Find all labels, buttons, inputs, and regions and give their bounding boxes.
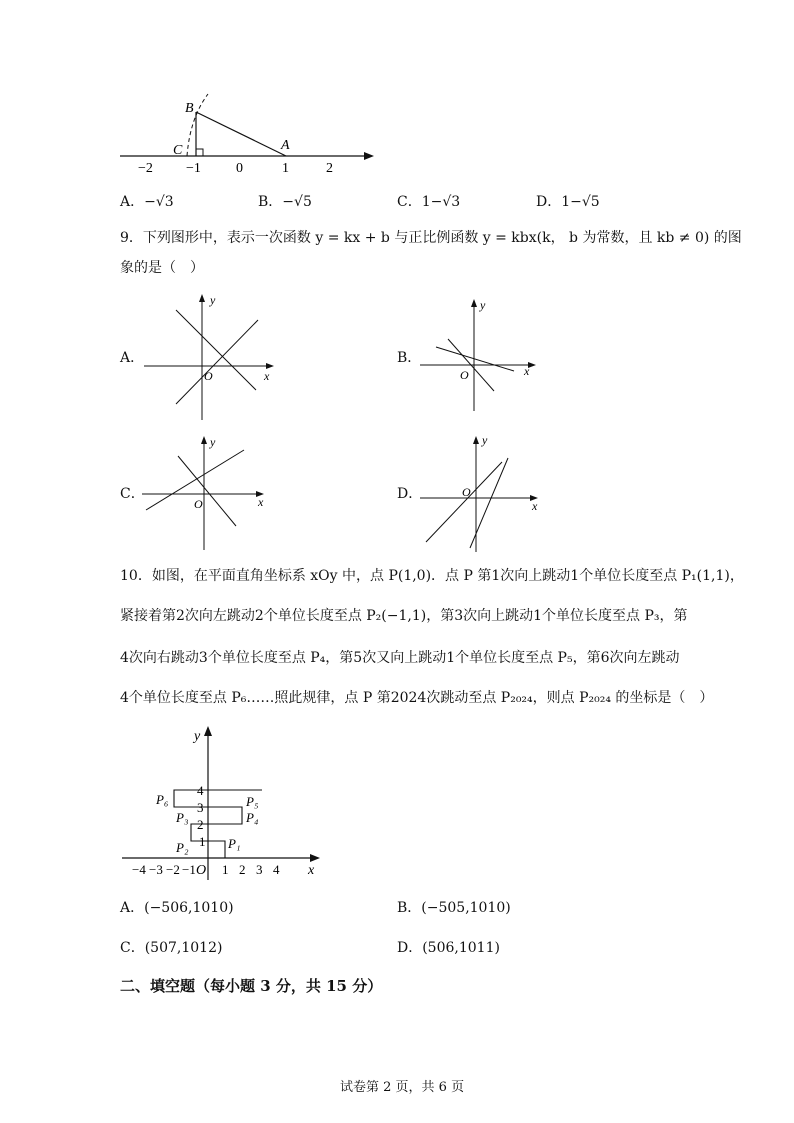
x-tick-label: 1 <box>222 862 229 877</box>
page-footer: 试卷第 2 页，共 6 页 <box>340 1080 465 1095</box>
tick-label: 2 <box>326 161 333 176</box>
axis-label-y: y <box>480 298 486 312</box>
origin-label: O <box>462 485 471 499</box>
axis-label-y: y <box>210 293 216 307</box>
q9-option-c-label[interactable]: C． <box>120 486 145 502</box>
x-tick-label: −2 <box>166 862 180 877</box>
point-label-p6: P₆ <box>156 792 169 807</box>
x-tick-label: −1 <box>182 862 196 877</box>
point-label-p5: P₅ <box>246 794 259 809</box>
axis-label-x: x <box>524 364 530 378</box>
axis-label-y: y <box>482 433 488 447</box>
origin-label: O <box>460 368 469 382</box>
point-label-p2: P₂ <box>176 840 189 855</box>
segment-ba <box>196 112 286 156</box>
x-tick-label: −3 <box>149 862 163 877</box>
q10-option-a[interactable]: A．(−506,1010) <box>120 900 234 916</box>
x-tick-label: −4 <box>132 862 146 877</box>
q8-option-d[interactable]: D．1−√5 <box>536 194 600 210</box>
axis-label-x: x <box>264 369 270 383</box>
y-tick-label: 2 <box>197 817 204 832</box>
x-tick-label: 2 <box>239 862 246 877</box>
q10-option-c[interactable]: C．(507,1012) <box>120 940 223 956</box>
q9-stem-line2: 象的是（ ） <box>120 260 204 276</box>
q9-graph-c[interactable] <box>140 430 275 552</box>
y-axis-arrow <box>204 726 212 736</box>
q8-option-b[interactable]: B．−√5 <box>258 194 312 210</box>
label-b: B <box>185 101 194 116</box>
q10-jump-path-figure <box>120 722 330 882</box>
q9-graph-a[interactable] <box>140 290 280 425</box>
q10-option-d[interactable]: D．(506,1011) <box>397 940 500 956</box>
q9-graph-d[interactable] <box>418 430 548 555</box>
point-label-p3: P₃ <box>176 810 189 825</box>
x-tick-label: 3 <box>256 862 263 877</box>
line-1 <box>176 310 256 390</box>
q9-stem-line1: 9．下列图形中，表示一次函数 y = kx + b 与正比例函数 y = kbx(k， b 为常数，且 kb ≠ 0) 的图 <box>120 230 742 246</box>
origin-label: O <box>196 863 207 878</box>
y-axis-arrow <box>201 436 207 444</box>
axis-label-x: x <box>532 499 538 513</box>
y-tick-label: 4 <box>197 783 204 798</box>
axis-label-y: y <box>194 729 201 744</box>
q9-option-b-label[interactable]: B． <box>397 350 422 366</box>
number-line-arrow <box>364 152 374 160</box>
tick-label: 0 <box>236 161 243 176</box>
label-c: C <box>173 143 183 158</box>
tick-label: 1 <box>282 161 289 176</box>
q10-stem-line2: 紧接着第2次向左跳动2个单位长度至点 P₂(−1,1)，第3次向上跳动1个单位长度至点 P₃，第 <box>120 608 688 624</box>
q9-option-a-label[interactable]: A． <box>120 350 145 366</box>
y-tick-label: 1 <box>199 834 206 849</box>
q10-option-b[interactable]: B．(−505,1010) <box>397 900 511 916</box>
tick-label: −1 <box>186 161 201 176</box>
number-line-figure <box>110 88 390 178</box>
x-tick-label: 4 <box>273 862 280 877</box>
q10-stem-line3: 4次向右跳动3个单位长度至点 P₄，第5次又向上跳动1个单位长度至点 P₅，第6次向左跳动 <box>120 650 680 666</box>
q10-stem-line1: 10．如图，在平面直角坐标系 xOy 中，点 P(1,0)．点 P 第1次向上跳动1个单位长度至点 P₁(1,1)， <box>120 568 744 584</box>
section-heading-fill-in: 二、填空题（每小题 3 分，共 15 分） <box>120 977 383 995</box>
label-a: A <box>281 138 290 153</box>
origin-label: O <box>204 369 213 383</box>
axis-label-y: y <box>210 435 216 449</box>
tick-label: −2 <box>138 161 153 176</box>
right-angle-mark <box>196 149 203 156</box>
axis-label-x: x <box>258 495 264 509</box>
q9-graph-b[interactable] <box>418 295 548 415</box>
q10-stem-line4: 4个单位长度至点 P₆……照此规律，点 P 第2024次跳动至点 P₂₀₂₄，则点 P₂₀₂₄ 的坐标是（ ） <box>120 690 714 706</box>
y-axis-arrow <box>471 299 477 307</box>
y-axis-arrow <box>199 294 205 302</box>
line-1 <box>436 347 514 371</box>
point-label-p4: P₄ <box>246 810 259 825</box>
line-1 <box>426 462 502 542</box>
q8-option-a[interactable]: A．−√3 <box>120 194 174 210</box>
y-tick-label: 3 <box>197 800 204 815</box>
q8-option-c[interactable]: C．1−√3 <box>397 194 461 210</box>
line-2 <box>178 456 236 526</box>
point-label-p1: P₁ <box>228 836 241 851</box>
q9-option-d-label[interactable]: D． <box>397 486 423 502</box>
axis-label-x: x <box>308 863 315 878</box>
y-axis-arrow <box>473 436 479 444</box>
line-2 <box>176 320 258 404</box>
x-axis-arrow <box>310 854 320 862</box>
origin-label: O <box>194 497 203 511</box>
